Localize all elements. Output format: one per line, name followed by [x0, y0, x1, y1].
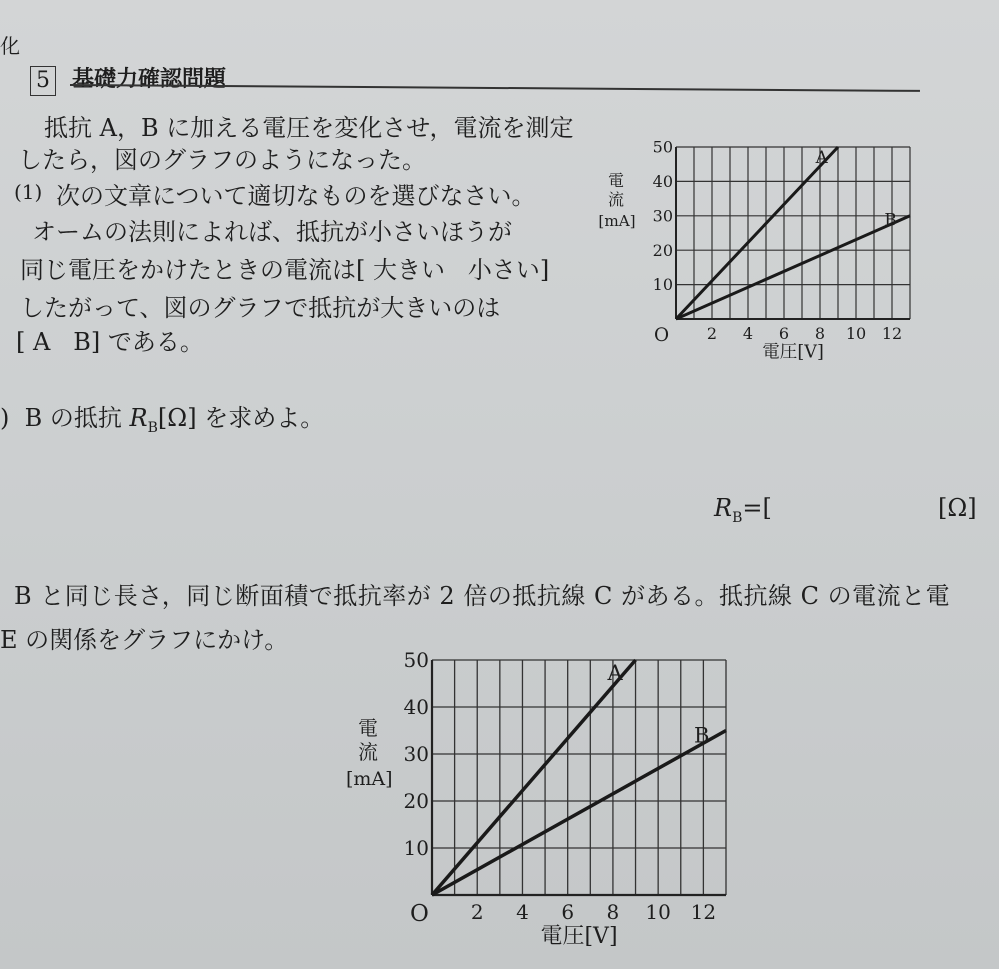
- question-number: 5: [30, 66, 56, 96]
- x-tick-label: 8: [606, 900, 620, 924]
- y-axis-label-1: 電: [358, 716, 378, 740]
- q2-prompt: B の抵抗: [24, 404, 122, 432]
- x-tick-label: 6: [561, 900, 575, 924]
- answer-sub: B: [732, 509, 743, 526]
- origin-label: O: [410, 901, 429, 927]
- section-title: 基礎力確認問題: [72, 66, 227, 92]
- series-line-a: [676, 147, 838, 319]
- chart-top: [580, 128, 920, 378]
- y-tick-label: 40: [652, 172, 673, 191]
- y-tick-label: 40: [403, 695, 429, 719]
- q2-var: R: [129, 404, 148, 432]
- y-tick-label: 10: [403, 836, 429, 860]
- y-tick-label: 30: [652, 206, 673, 226]
- series-line-b: [676, 216, 910, 319]
- y-tick-label: 20: [652, 240, 673, 260]
- x-tick-label: 4: [516, 900, 529, 924]
- choice-large[interactable]: 大きい: [373, 256, 445, 284]
- y-axis-label-2: 流: [608, 190, 625, 210]
- q1-line-3: したがって、図のグラフで抵抗が大きいのは: [20, 294, 501, 322]
- chart-bottom: [325, 650, 745, 960]
- q2-suffix: を求めよ。: [204, 404, 325, 432]
- answer-var: R: [714, 494, 733, 522]
- x-tick-label: 4: [742, 324, 754, 343]
- choice-b[interactable]: B: [73, 328, 91, 356]
- x-tick-label: 2: [470, 900, 484, 924]
- y-tick-label: 30: [403, 742, 429, 766]
- q2-unit: Ω: [167, 404, 188, 432]
- x-tick-label: 2: [706, 324, 718, 343]
- q2-line: ) B の抵抗 $R_B[\Omega]$ を求めよ。: [0, 404, 325, 436]
- x-axis-label: 電圧[V]: [540, 924, 618, 949]
- y-axis-unit: [mA]: [346, 768, 393, 790]
- x-tick-label: 10: [645, 900, 671, 924]
- corner-text: 化: [0, 34, 20, 58]
- q3-line-2: E の関係をグラフにかけ。: [0, 626, 289, 654]
- x-tick-label: 8: [814, 324, 826, 343]
- series-label-b: B: [884, 209, 897, 230]
- choice-small[interactable]: 小さい: [467, 256, 540, 284]
- q1-prompt: 次の文章について適切なものを選びなさい。: [56, 182, 536, 210]
- y-axis-unit: [mA]: [598, 212, 636, 230]
- q1-line-2: 同じ電圧をかけたときの電流は[ 大きい 小さい]: [20, 256, 550, 284]
- answer-open: =[: [742, 494, 772, 522]
- x-tick-label: 10: [845, 324, 867, 343]
- x-tick-label: 6: [778, 324, 790, 343]
- series-label-a: A: [815, 147, 828, 167]
- q1-line-1: オームの法則によれば、抵抗が小さいほうが: [32, 218, 512, 246]
- x-tick-label: 12: [690, 900, 717, 924]
- x-tick-label: 12: [881, 324, 903, 343]
- origin-label: O: [654, 325, 670, 346]
- series-label-a: A: [607, 661, 623, 685]
- q3-line-1: B と同じ長さ，同じ断面積で抵抗率が 2 倍の抵抗線 C がある。抵抗線 C の電流と電: [14, 582, 951, 610]
- y-tick-label: 10: [652, 275, 673, 295]
- y-tick-label: 20: [403, 789, 429, 813]
- y-axis-label-1: 電: [608, 171, 625, 190]
- intro-line-2: したら，図のグラフのようになった。: [18, 146, 426, 174]
- q1-label: (1): [14, 180, 43, 204]
- answer-unit: [Ω]: [938, 494, 977, 522]
- y-axis-label-2: 流: [358, 740, 378, 764]
- q2-label: ): [0, 404, 10, 432]
- q1-tail: である。: [107, 328, 204, 356]
- intro-line-1: 抵抗 A，B に加える電圧を変化させ，電流を測定: [44, 114, 574, 142]
- answer-label: [714, 494, 772, 526]
- q2-sub: B: [147, 419, 158, 436]
- y-tick-label: 50: [403, 650, 429, 672]
- answer-box[interactable]: [790, 494, 935, 524]
- choice-a[interactable]: A: [33, 328, 51, 356]
- series-line-a: [432, 660, 636, 895]
- q1-line-2-text: 同じ電圧をかけたときの電流は: [20, 256, 356, 284]
- series-line-b: [432, 731, 726, 896]
- y-tick-label: 50: [652, 137, 673, 157]
- q1-line-4: [ A B] である。: [16, 328, 204, 356]
- x-axis-label: 電圧[V]: [762, 342, 824, 363]
- series-label-b: B: [694, 723, 710, 748]
